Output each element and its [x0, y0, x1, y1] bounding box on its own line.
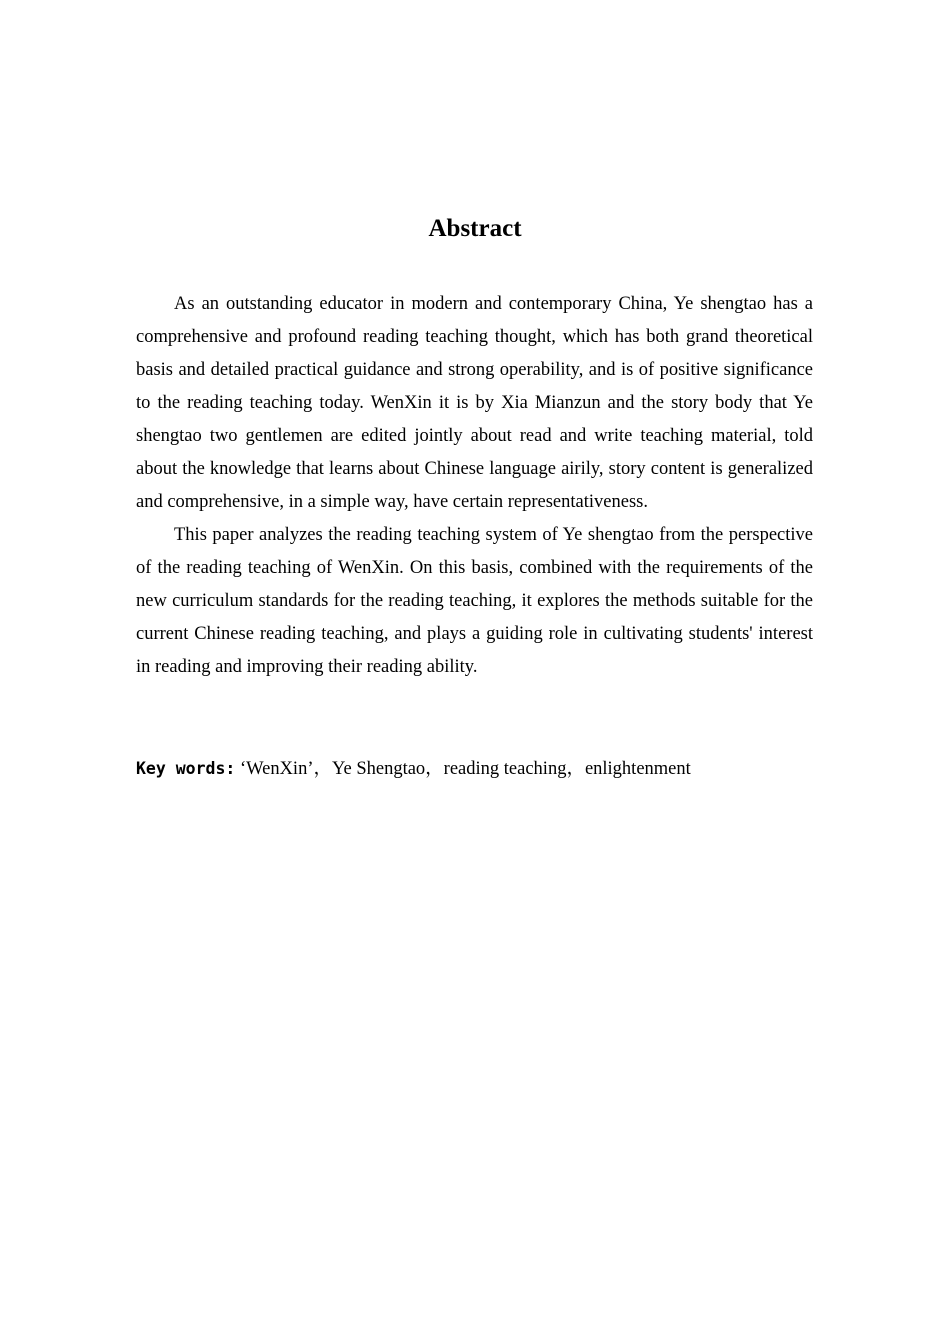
abstract-body: [136, 288, 813, 684]
page-title: Abstract: [428, 215, 522, 242]
keywords-line: [136, 752, 836, 786]
abstract-paragraph-2: This paper analyzes the reading teaching system of Ye shengtao from the perspective of the reading teaching of WenXin. On this basis, combined with the requirements of the new curriculum standards for the reading teaching, it explores the methods suitable for the current Chinese reading teaching, and plays a guiding role in cultivating students' interest in reading and improving their reading ability.: [136, 525, 813, 677]
keywords-label: Key words:: [136, 759, 236, 778]
abstract-paragraph-1: As an outstanding educator in modern and contemporary China, Ye shengtao has a comprehensive and profound reading teaching thought, which has both grand theoretical basis and detailed practical guidance and strong operability, and is of positive significance to the reading teaching today. WenXin it is by Xia Mianzun and the story body that Ye shengtao two gentlemen are edited jointly about read and write teaching material, told about the knowledge that learns about Chinese language airily, story content is generalized and comprehensive, in a simple way, have certain representativeness.: [136, 294, 813, 512]
keywords-values: ‘WenXin’，Ye Shengtao，reading teaching，enlightenment: [235, 759, 691, 779]
